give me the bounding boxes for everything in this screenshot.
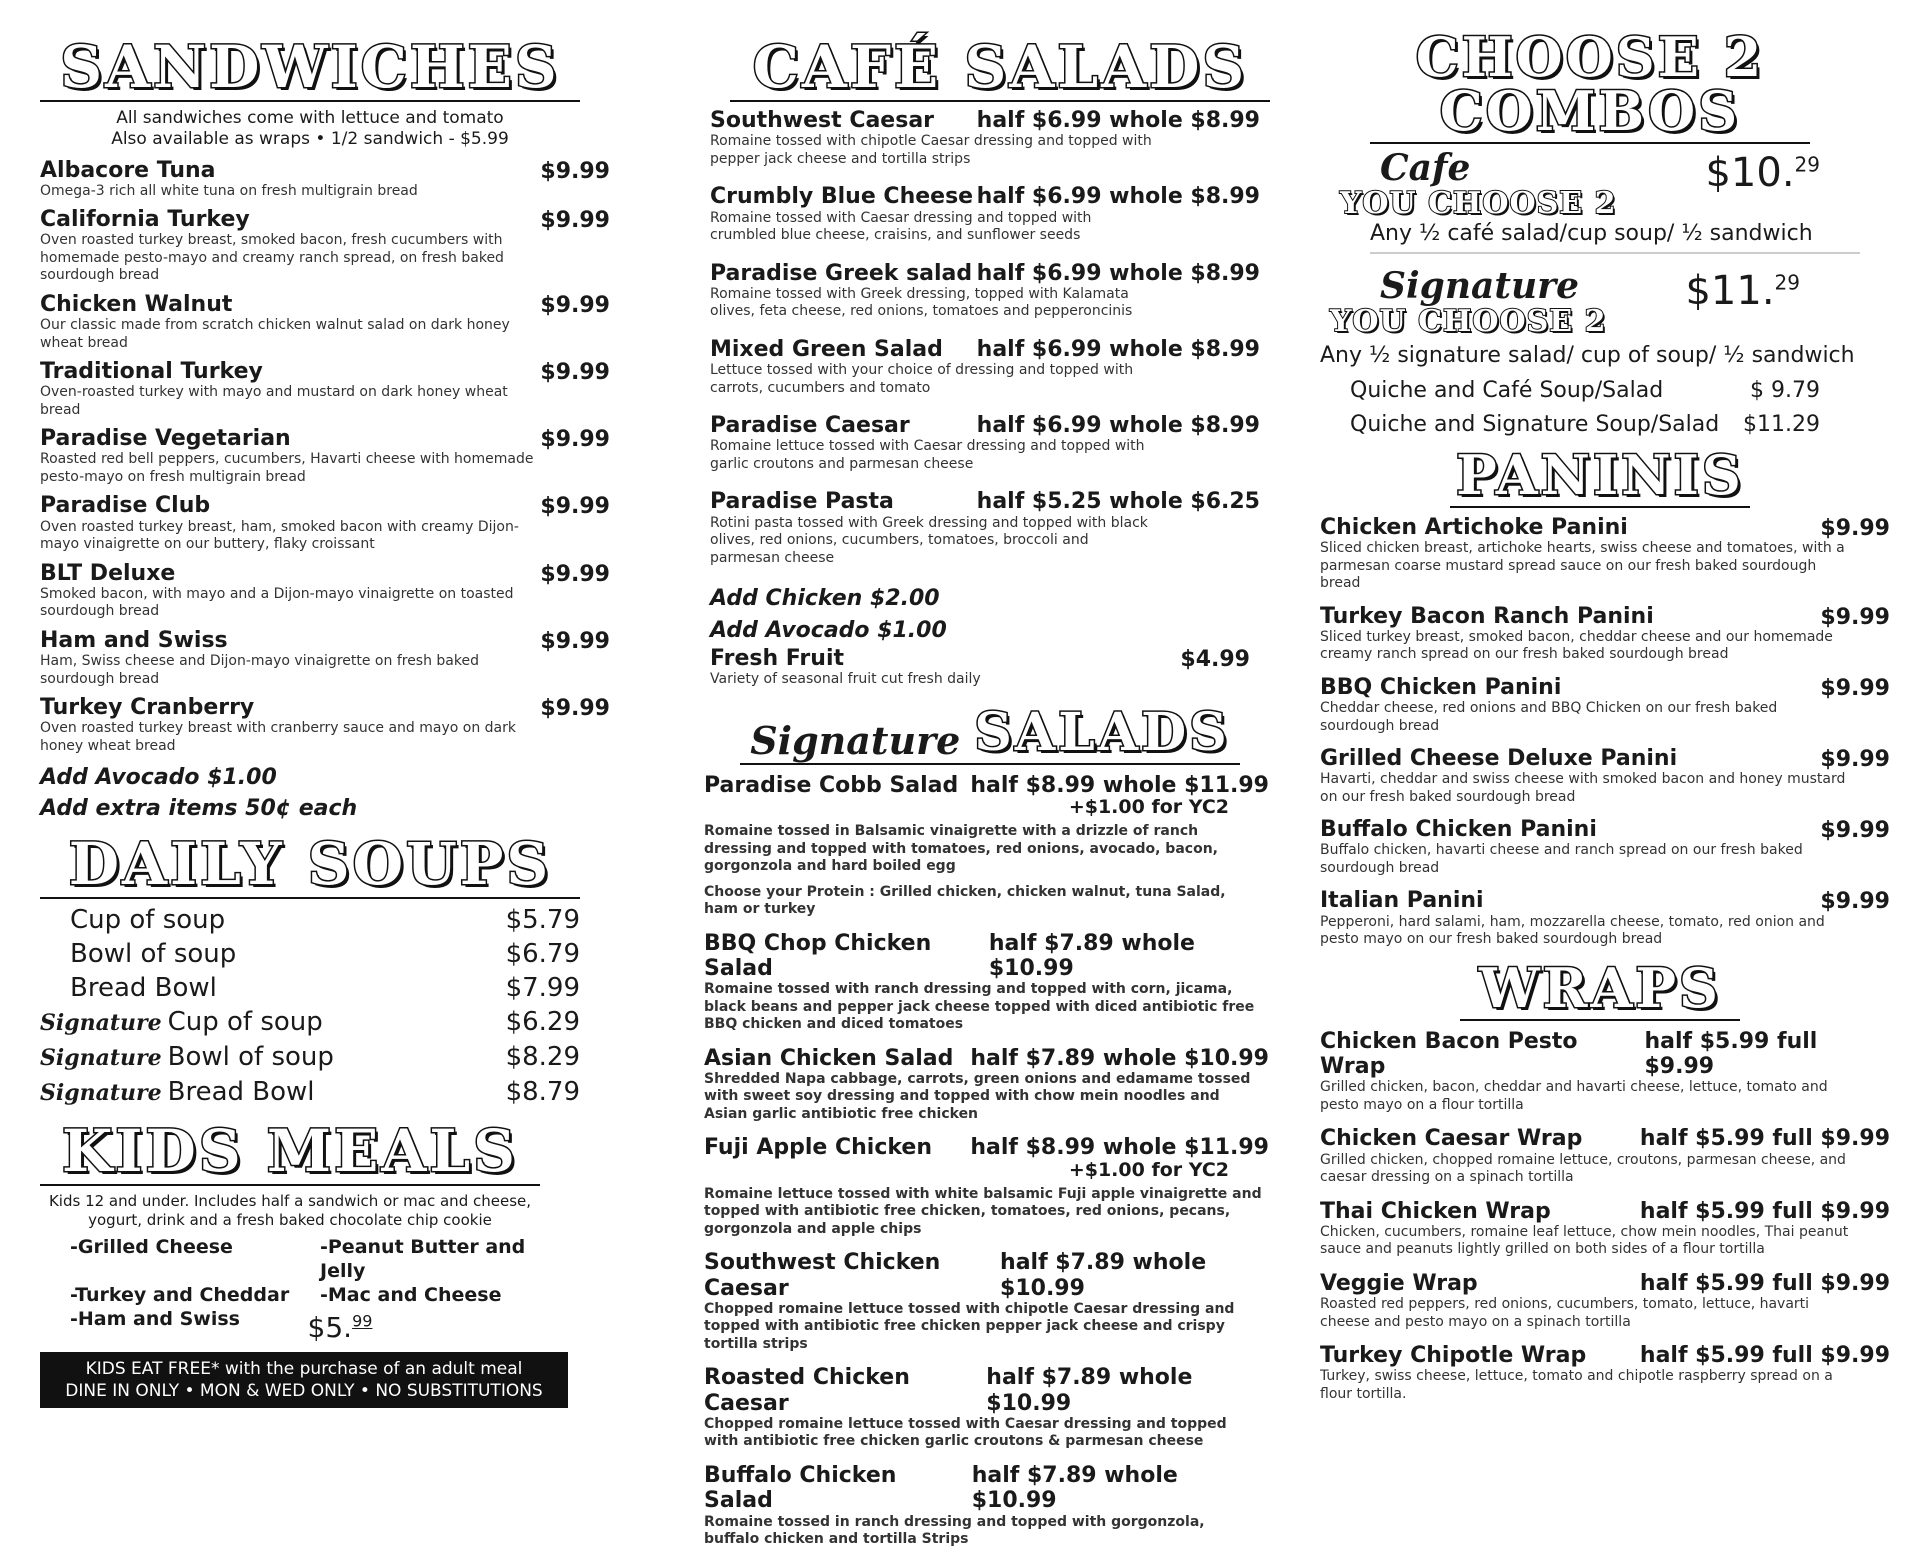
sandwiches-title: SANDWICHES	[40, 38, 580, 102]
signature-salad-name: Buffalo Chicken Salad	[704, 1462, 897, 1514]
cafe-salad-name: Paradise Pasta	[710, 489, 894, 515]
soup-price: $6.79	[505, 938, 580, 969]
sandwich-desc: Roasted red bell peppers, cucumbers, Havarti cheese with homemade pesto-mayo on fresh multigrain bread	[40, 451, 534, 485]
signature-salad-item	[704, 1463, 1269, 1549]
signature-salad-item	[704, 1046, 1269, 1124]
signature-script: Signature	[40, 1044, 162, 1071]
cafe-salad-header	[710, 184, 1270, 209]
wrap-header	[1320, 1029, 1890, 1080]
sandwich-name: Paradise Vegetarian	[40, 426, 291, 452]
cafe-salad-header	[710, 489, 1270, 514]
cafe-combo-desc: Any ½ café salad/cup soup/ ½ sandwich	[1370, 221, 1860, 254]
sandwich-item	[40, 159, 625, 201]
yc2-surcharge: +$1.00 for YC2	[1068, 796, 1229, 819]
wrap-name-text: Turkey Chipotle Wrap	[1320, 1343, 1587, 1369]
sandwich-desc: Smoked bacon, with mayo and a Dijon-mayo vinaigrette on toasted sourdough bread	[40, 585, 514, 620]
quiche-row	[1320, 374, 1840, 408]
panini-item	[1320, 605, 1890, 664]
wrap-header	[1320, 1271, 1890, 1296]
signature-combo-price	[1685, 268, 1800, 314]
soup-row	[40, 1075, 620, 1110]
sandwich-price: $9.99	[540, 158, 610, 184]
signature-salad-name: Asian Chicken Salad	[704, 1045, 954, 1071]
signature-salad-desc: Romaine tossed with ranch dressing and topped with corn, jicama, black beans and pepper jack cheese topped with diced antibiotic free BBQ chicken and diced tomatoes	[704, 981, 1255, 1033]
wrap-header	[1320, 1199, 1890, 1224]
signature-salad-desc: Chopped romaine lettuce tossed with Caesar dressing and topped with antibiotic free chicken garlic croutons & parmesan cheese	[704, 1415, 1227, 1450]
sandwich-item	[40, 293, 625, 352]
cafe-salad-desc: Romaine tossed with chipotle Caesar dressing and topped with pepper jack cheese and tortilla strips	[710, 133, 1152, 167]
soup-name: Bowl of soup	[167, 1041, 334, 1072]
cafe-salad-item	[710, 489, 1270, 567]
wrap-item	[1320, 1199, 1890, 1259]
soup-price: $5.79	[505, 904, 580, 935]
cafe-combo-price	[1705, 150, 1820, 196]
cafe-salad-item	[710, 261, 1270, 321]
cafe-addon-avocado: Add Avocado $1.00	[710, 618, 947, 644]
wrap-list	[1320, 1029, 1890, 1404]
signature-script: Signature	[40, 1009, 162, 1036]
wraps-title: WRAPS	[1478, 955, 1722, 1020]
fresh-fruit-price: $4.99	[1180, 647, 1250, 673]
cafe-salad-header	[710, 413, 1270, 438]
quiche-name: Quiche and Café Soup/Salad	[1350, 378, 1664, 403]
sandwich-list	[40, 159, 625, 756]
panini-item	[1320, 818, 1890, 877]
soup-row	[40, 903, 620, 937]
kids-banner-line-1: KIDS EAT FREE* with the purchase of an adult meal	[85, 1359, 523, 1380]
cafe-salad-item	[710, 337, 1270, 397]
sandwich-desc: Our classic made from scratch chicken walnut salad on dark honey wheat bread	[40, 317, 510, 351]
sandwich-name: Paradise Club	[40, 493, 211, 519]
cafe-salad-desc: Romaine lettuce tossed with Caesar dressing and topped with garlic croutons and parmesan cheese	[710, 438, 1145, 472]
kids-option: -Peanut Butter and Jelly	[320, 1236, 526, 1283]
wrap-price: half $5.99 full $9.99	[1639, 1270, 1890, 1296]
wrap-price: half $5.99 full $9.99	[1639, 1126, 1890, 1152]
wrap-header	[1320, 1343, 1890, 1368]
sandwich-price: $9.99	[540, 696, 610, 721]
signature-salad-price: half $7.89 whole $10.99	[970, 1045, 1269, 1071]
wrap-desc: Grilled chicken, bacon, cheddar and havarti cheese, lettuce, tomato and pesto mayo on a flour tortilla	[1320, 1079, 1828, 1113]
signature-salad-item	[704, 1250, 1269, 1353]
sandwich-name: Albacore Tuna	[40, 157, 216, 183]
cafe-salad-price: half $5.25 whole $6.25	[976, 489, 1260, 515]
sandwich-price: $9.99	[540, 628, 610, 654]
cafe-salad-price: half $6.99 whole $8.99	[976, 184, 1260, 210]
wrap-item	[1320, 1271, 1890, 1331]
kids-meals-title: KIDS MEALS	[40, 1122, 540, 1186]
kids-price-cents: 99	[352, 1311, 373, 1331]
sandwich-addon-avocado: Add Avocado $1.00	[40, 765, 277, 791]
panini-desc: Pepperoni, hard salami, ham, mozzarella cheese, tomato, red onion and pesto mayo on our fresh baked sourdough bread	[1320, 913, 1825, 948]
sandwiches-note-2: Also available as wraps • 1/2 sandwich - $5.99	[111, 129, 509, 150]
panini-name: Chicken Artichoke Panini	[1320, 515, 1628, 540]
wrap-price: half $5.99 full $9.99	[1644, 1028, 1818, 1079]
paninis-title: PANINIS	[1456, 443, 1744, 507]
sandwich-name: Traditional Turkey	[40, 359, 263, 385]
panini-desc: Sliced chicken breast, artichoke hearts, swiss cheese and tomatoes, with a parmesan coarse mustard spread sauce on our fresh baked sourdough bread	[1320, 540, 1845, 592]
signature-salad-item	[704, 1365, 1269, 1451]
signature-salad-list	[704, 773, 1269, 1549]
soup-name: Cup of soup	[167, 1006, 323, 1037]
signature-combo-desc: Any ½ signature salad/ cup of soup/ ½ sandwich	[1320, 343, 1855, 368]
combos-title-line-1: CHOOSE 2	[1415, 25, 1765, 89]
panini-item	[1320, 676, 1890, 735]
cafe-salad-item	[710, 413, 1270, 473]
sandwich-price: $9.99	[540, 427, 610, 453]
panini-name: Italian Panini	[1320, 888, 1484, 914]
sandwich-item	[40, 427, 625, 486]
panini-price: $9.99	[1820, 675, 1890, 701]
panini-list	[1320, 516, 1890, 949]
sandwich-price: $9.99	[540, 494, 610, 520]
soup-row	[40, 1040, 620, 1075]
panini-price: $9.99	[1820, 604, 1890, 630]
signature-salad-desc: Romaine tossed in ranch dressing and topped with gorgonzola, buffalo chicken and tortilla Strips	[704, 1513, 1205, 1548]
signature-combo-script: Signature	[1380, 265, 1580, 307]
signature-salad-name: Roasted Chicken Caesar	[704, 1365, 910, 1416]
kids-option: -Ham and Swiss	[70, 1308, 240, 1331]
left-column	[40, 0, 640, 1408]
panini-desc: Cheddar cheese, red onions and BBQ Chicken on our fresh baked sourdough bread	[1320, 700, 1778, 734]
panini-price: $9.99	[1820, 818, 1890, 844]
cafe-salad-desc: Romaine tossed with Caesar dressing and topped with crumbled blue cheese, craisins, and sunflower seeds	[710, 209, 1092, 244]
cafe-combo-script: Cafe	[1380, 147, 1471, 189]
kids-eat-free-banner	[40, 1352, 568, 1408]
kids-option: -Grilled Cheese	[70, 1236, 233, 1259]
signature-salad-name: Fuji Apple Chicken	[704, 1135, 932, 1161]
soup-label	[40, 971, 217, 1005]
wrap-desc: Chicken, cucumbers, romaine leaf lettuce, chow mein noodles, Thai peanut sauce and peanuts lightly grilled on both sides of a flour tortilla	[1320, 1223, 1849, 1258]
signature-salad-header	[704, 773, 1269, 798]
cafe-addon-chicken: Add Chicken $2.00	[710, 586, 940, 612]
middle-column	[700, 0, 1270, 1561]
sandwich-desc: Oven roasted turkey breast, ham, smoked bacon with creamy Dijon-mayo vinaigrette on our buttery, flaky croissant	[40, 518, 519, 553]
signature-salad-price: half $7.89 whole $10.99	[971, 1462, 1178, 1514]
signature-salad-header	[704, 1135, 1269, 1160]
kids-note: Kids 12 and under. Includes half a sandwich or mac and cheese, yogurt, drink and a fresh baked chocolate chip cookie	[48, 1191, 532, 1229]
cafe-salad-price: half $6.99 whole $8.99	[976, 260, 1260, 286]
cafe-salad-name: Paradise Greek salad	[710, 260, 973, 286]
soup-name: Bowl of soup	[70, 938, 237, 969]
signature-salad-header	[704, 1046, 1269, 1071]
sandwich-desc: Omega-3 rich all white tuna on fresh multigrain bread	[40, 182, 418, 199]
panini-name: BBQ Chicken Panini	[1320, 674, 1562, 700]
signature-script: Signature	[40, 1079, 162, 1106]
signature-salad-header	[704, 931, 1269, 982]
soup-list	[40, 903, 620, 1110]
panini-price: $9.99	[1820, 516, 1890, 541]
sandwich-name: Chicken Walnut	[40, 291, 233, 317]
cafe-salad-desc: Romaine tossed with Greek dressing, topped with Kalamata olives, feta cheese, red onions, tomatoes and pepperoncinis	[710, 285, 1133, 320]
cafe-salad-desc: Rotini pasta tossed with Greek dressing and topped with black olives, red onions, cucumbers, tomatoes, broccoli and parmesan cheese	[710, 514, 1148, 566]
signature-salad-item	[704, 1135, 1269, 1238]
fresh-fruit-desc: Variety of seasonal fruit cut fresh daily	[710, 671, 981, 688]
sandwich-addon-extra: Add extra items 50¢ each	[40, 795, 358, 821]
fresh-fruit-name: Fresh Fruit	[710, 646, 844, 672]
signature-salad-header	[704, 1365, 1269, 1416]
signature-salad-desc: Shredded Napa cabbage, carrots, green onions and edamame tossed with sweet soy dressing and topped with chow mein noodles and Asian garlic antibiotic free chicken	[704, 1070, 1251, 1122]
wrap-item	[1320, 1029, 1890, 1115]
signature-combo	[1320, 265, 1880, 368]
cafe-salad-name: Paradise Caesar	[710, 413, 910, 439]
signature-salad-name: Southwest Chicken Caesar	[704, 1250, 941, 1301]
soup-row	[40, 1005, 620, 1040]
wrap-desc: Roasted red peppers, red onions, cucumbers, tomato, lettuce, havarti cheese and pesto mayo on a spinach tortilla	[1320, 1296, 1810, 1330]
panini-desc: Havarti, cheddar and swiss cheese with smoked bacon and honey mustard on our fresh baked sourdough bread	[1320, 771, 1846, 805]
cafe-combo-price-main: $10.	[1705, 150, 1795, 196]
sandwich-desc: Oven-roasted turkey with mayo and mustard on dark honey wheat bread	[40, 384, 508, 418]
wrap-item	[1320, 1126, 1890, 1186]
signature-salad-desc: Romaine lettuce tossed with white balsamic Fuji apple vinaigrette and topped with antibiotic free chicken, tomatoes, red onions, pecans, gorgonzola and apple chips	[704, 1185, 1262, 1237]
sandwich-desc: Oven roasted turkey breast with cranberry sauce and mayo on dark honey wheat bread	[40, 720, 516, 754]
panini-desc: Buffalo chicken, havarti cheese and ranch spread on our fresh baked sourdough bread	[1320, 842, 1803, 876]
wrap-name-text: Chicken Bacon Pesto Wrap	[1320, 1028, 1578, 1079]
cafe-salad-header	[710, 108, 1270, 133]
kids-price-main: $5.	[307, 1311, 353, 1345]
soup-price: $8.79	[505, 1076, 580, 1107]
quiche-row	[1320, 408, 1840, 442]
soup-label	[40, 1040, 334, 1075]
signature-combo-price-main: $11.	[1685, 268, 1775, 314]
sandwich-price: $9.99	[540, 208, 610, 234]
signature-salad-price: half $8.99 whole $11.99	[970, 772, 1269, 798]
sandwich-price: $9.99	[540, 292, 610, 318]
soup-row	[40, 971, 620, 1005]
cafe-salad-desc: Lettuce tossed with your choice of dressing and topped with carrots, cucumbers and tomato	[710, 362, 1134, 396]
signature-salad-price: half $7.89 whole $10.99	[1000, 1250, 1207, 1301]
soup-row	[40, 937, 620, 971]
cafe-salad-list	[710, 108, 1270, 567]
sandwiches-note-1: All sandwiches come with lettuce and tomato	[116, 108, 504, 128]
sandwich-price: $9.99	[540, 360, 610, 386]
sandwich-item	[40, 494, 625, 553]
wrap-item	[1320, 1343, 1890, 1403]
quiche-price: $ 9.79	[1750, 378, 1820, 403]
panini-item	[1320, 516, 1890, 593]
cafe-combo-label: YOU CHOOSE 2	[1340, 186, 1617, 221]
sandwich-name: Ham and Swiss	[40, 627, 228, 653]
cafe-salad-name: Crumbly Blue Cheese	[710, 184, 974, 210]
wrap-price: half $5.99 full $9.99	[1639, 1198, 1890, 1224]
signature-combo-label: YOU CHOOSE 2	[1330, 304, 1607, 339]
quiche-list	[1320, 374, 1840, 442]
soup-label	[40, 937, 236, 971]
soup-price: $8.29	[505, 1041, 580, 1072]
yc2-surcharge: +$1.00 for YC2	[1068, 1158, 1229, 1181]
cafe-salad-name: Mixed Green Salad	[710, 336, 943, 362]
signature-salad-desc: Chopped romaine lettuce tossed with chipotle Caesar dressing and topped with antibiotic free chicken pepper jack cheese and crispy tortilla strips	[704, 1300, 1235, 1352]
soup-label	[40, 1005, 323, 1040]
kids-option: -Mac and Cheese	[320, 1284, 502, 1307]
sandwich-item	[40, 629, 625, 688]
cafe-combo-price-cents: 29	[1794, 152, 1820, 177]
signature-salad-header	[704, 1463, 1269, 1514]
wrap-desc: Grilled chicken, chopped romaine lettuce, croutons, parmesan cheese, and caesar dressing on a spinach tortilla	[1320, 1151, 1846, 1186]
cafe-salad-item	[710, 108, 1270, 168]
cafe-salad-name: Southwest Caesar	[710, 108, 935, 133]
soup-price: $7.99	[505, 972, 580, 1003]
signature-combo-price-cents: 29	[1774, 270, 1800, 295]
wrap-name-text: Chicken Caesar Wrap	[1320, 1126, 1583, 1152]
wrap-name-text: Thai Chicken Wrap	[1320, 1198, 1551, 1224]
signature-salads-title: SALADS	[974, 701, 1230, 763]
signature-salad-price: half $7.89 whole $10.99	[988, 930, 1195, 981]
right-column	[1320, 0, 1900, 1415]
panini-name: Buffalo Chicken Panini	[1320, 817, 1597, 843]
cafe-salad-item	[710, 184, 1270, 244]
sandwich-name: California Turkey	[40, 207, 250, 233]
combos-heading	[1370, 25, 1810, 144]
cafe-salad-header	[710, 337, 1270, 362]
signature-salad-header	[704, 1250, 1269, 1301]
sandwich-price: $9.99	[540, 561, 610, 587]
signature-salad-item	[704, 773, 1269, 919]
cafe-combo	[1340, 147, 1860, 254]
signature-salad-price: half $7.89 whole $10.99	[986, 1365, 1193, 1416]
wrap-desc: Turkey, swiss cheese, lettuce, tomato and chipotle raspberry spread on a flour tortilla.	[1320, 1368, 1833, 1402]
combos-title-line-2: COMBOS	[1439, 79, 1741, 143]
signature-salads-script: Signature	[750, 717, 961, 763]
quiche-price: $11.29	[1743, 412, 1820, 437]
sandwich-desc: Oven roasted turkey breast, smoked bacon, fresh cucumbers with homemade pesto-mayo and creamy ranch spread, on fresh baked sourdough bread	[40, 232, 504, 284]
cafe-salad-price: half $6.99 whole $8.99	[976, 108, 1260, 133]
panini-name: Grilled Cheese Deluxe Panini	[1320, 746, 1678, 772]
fresh-fruit-item	[710, 647, 1260, 689]
soup-name: Cup of soup	[70, 904, 226, 935]
signature-salad-price: half $8.99 whole $11.99	[970, 1135, 1269, 1161]
wrap-header	[1320, 1126, 1890, 1151]
signature-salad-desc: Romaine tossed in Balsamic vinaigrette with a drizzle of ranch dressing and topped with tomatoes, red onions, avocado, bacon, gorgonzola and hard boiled egg	[704, 823, 1218, 875]
kids-option: -Turkey and Cheddar	[70, 1284, 290, 1307]
sandwich-item	[40, 562, 625, 621]
kids-banner-line-2: DINE IN ONLY • MON & WED ONLY • NO SUBSTITUTIONS	[65, 1381, 543, 1402]
sandwich-item	[40, 360, 625, 419]
soup-label	[40, 1075, 315, 1110]
wrap-price: half $5.99 full $9.99	[1639, 1343, 1890, 1369]
signature-salad-item	[704, 931, 1269, 1034]
sandwich-name: Turkey Cranberry	[40, 695, 255, 720]
signature-salads-heading	[740, 701, 1240, 765]
daily-soups-title: DAILY SOUPS	[40, 835, 580, 899]
soup-price: $6.29	[505, 1006, 580, 1037]
sandwich-name: BLT Deluxe	[40, 560, 176, 586]
signature-salad-name: BBQ Chop Chicken Salad	[704, 930, 932, 981]
panini-item	[1320, 889, 1890, 948]
panini-item	[1320, 747, 1890, 806]
sandwich-item	[40, 696, 625, 755]
cafe-salad-header	[710, 261, 1270, 286]
wrap-name-text: Veggie Wrap	[1320, 1270, 1478, 1296]
soup-name: Bread Bowl	[70, 972, 217, 1003]
panini-desc: Sliced turkey breast, smoked bacon, cheddar cheese and our homemade creamy ranch spread on our fresh baked sourdough bread	[1320, 628, 1833, 663]
sandwich-item	[40, 208, 625, 285]
signature-salad-protein: Choose your Protein : Grilled chicken, chicken walnut, tuna Salad, ham or turkey	[704, 883, 1226, 918]
cafe-salads-title: CAFÉ SALADS	[730, 38, 1270, 102]
panini-price: $9.99	[1820, 889, 1890, 915]
sandwich-desc: Ham, Swiss cheese and Dijon-mayo vinaigrette on fresh baked sourdough bread	[40, 653, 479, 687]
quiche-name: Quiche and Signature Soup/Salad	[1350, 412, 1720, 437]
cafe-salad-price: half $6.99 whole $8.99	[976, 336, 1260, 362]
panini-price: $9.99	[1820, 747, 1890, 773]
panini-name: Turkey Bacon Ranch Panini	[1320, 603, 1654, 629]
signature-salad-name: Paradise Cobb Salad	[704, 772, 959, 798]
cafe-salad-price: half $6.99 whole $8.99	[976, 413, 1260, 439]
soup-label	[40, 903, 225, 937]
soup-name: Bread Bowl	[167, 1076, 315, 1107]
